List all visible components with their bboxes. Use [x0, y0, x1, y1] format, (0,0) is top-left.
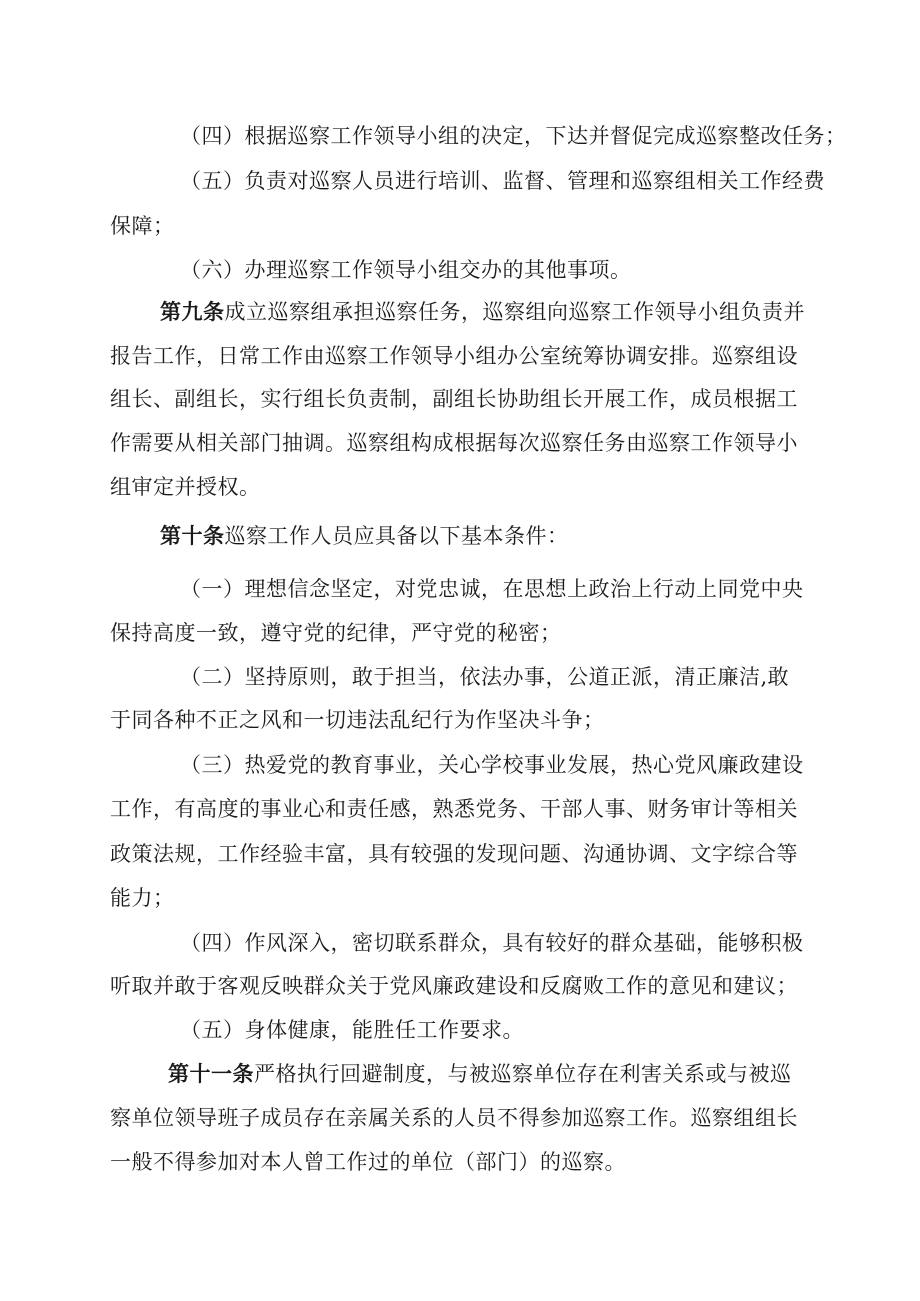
text-line: 政策法规，工作经验丰富，具有较强的发现问题、沟通协调、文字综合等 — [110, 842, 798, 866]
article-heading: 第十条 — [160, 524, 225, 548]
text-line: （一）理想信念坚定，对党忠诚，在思想上政治上行动上同党中央 — [180, 577, 804, 601]
text-line: （四）根据巡察工作领导小组的决定，下达并督促完成巡察整改任务； — [180, 124, 847, 148]
text-line: 听取并敢于客观反映群众关于党风廉政建设和反腐败工作的意见和建议； — [110, 974, 798, 998]
text-line: 察单位领导班子成员存在亲属关系的人员不得参加巡察工作。巡察组组长 — [110, 1106, 798, 1130]
text-line: （五）身体健康，能胜任工作要求。 — [180, 1018, 524, 1042]
text-line: 保障； — [110, 214, 175, 238]
article-9-line — [160, 297, 860, 327]
text-line: 组长、副组长，实行组长负责制，副组长协助组长开展工作，成员根据工 — [110, 387, 798, 411]
text-line: 报告工作，日常工作由巡察工作领导小组办公室统筹协调安排。巡察组设 — [110, 344, 798, 368]
text-line: （五）负责对巡察人员进行培训、监督、管理和巡察组相关工作经费 — [180, 169, 825, 193]
text-line: 一般不得参加对本人曾工作过的单位（部门）的巡察。 — [110, 1150, 626, 1174]
text-line: 于同各种不正之风和一切违法乱纪行为作坚决斗争； — [110, 708, 605, 732]
text-line: （三）热爱党的教育事业，关心学校事业发展，热心党风廉政建设 — [180, 753, 804, 777]
text-line: （四）作风深入，密切联系群众，具有较好的群众基础，能够积极 — [180, 931, 804, 955]
text-line: 能力； — [110, 886, 175, 910]
article-heading: 第十一条 — [168, 1062, 254, 1086]
text-run: 成立巡察组承担巡察任务，巡察组向巡察工作领导小组负责并 — [224, 300, 805, 324]
text-line: 保持高度一致，遵守党的纪律，严守党的秘密； — [110, 621, 562, 645]
text-line: 工作，有高度的事业心和责任感，熟悉党务、干部人事、财务审计等相关 — [110, 797, 798, 821]
text-run: 巡察工作人员应具备以下基本条件： — [224, 524, 569, 548]
text-line: （六）办理巡察工作领导小组交办的其他事项。 — [180, 258, 632, 282]
article-10-line — [160, 521, 860, 551]
text-line: （二）坚持原则，敢于担当，依法办事，公道正派，清正廉洁,敢 — [180, 665, 790, 689]
text-line: 组审定并授权。 — [110, 475, 261, 499]
text-line: 作需要从相关部门抽调。巡察组构成根据每次巡察任务由巡察工作领导小 — [110, 431, 798, 455]
text-run: 严格执行回避制度，与被巡察单位存在利害关系或与被巡 — [254, 1062, 792, 1086]
article-heading: 第九条 — [160, 300, 225, 324]
article-11-line — [168, 1059, 868, 1089]
